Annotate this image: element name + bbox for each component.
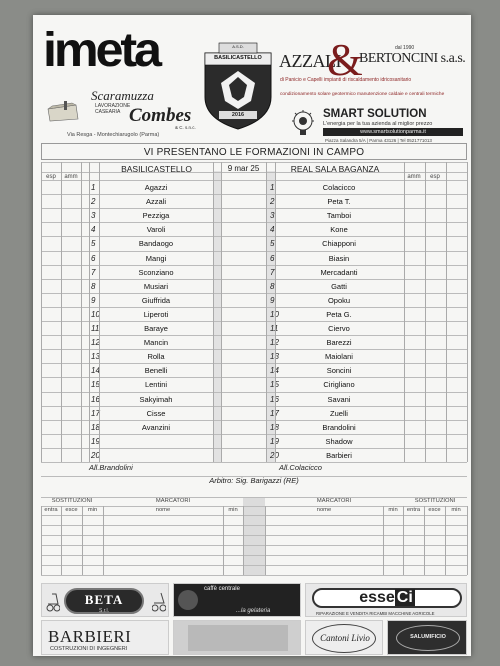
home-shirt-number: 6 xyxy=(91,253,96,263)
grid-column-line xyxy=(266,162,267,462)
table-line xyxy=(61,506,62,575)
away-shirt-number: 16 xyxy=(270,394,279,404)
home-team-name: BASILICASTELLO xyxy=(121,164,192,174)
grid-column-line xyxy=(89,162,90,462)
smart-solution-title: SMART SOLUTION xyxy=(323,108,427,120)
scooter-icon xyxy=(46,588,60,614)
sponsor-footer xyxy=(41,583,467,655)
crest-top: A.S.D. xyxy=(232,44,244,49)
home-coach: All.Brandolini xyxy=(89,463,133,472)
away-shirt-number: 9 xyxy=(270,295,275,305)
caffe-title: caffè centrale xyxy=(204,586,240,592)
caffe-centrale-ad xyxy=(173,583,301,617)
away-player-name: Tamboi xyxy=(326,211,352,221)
home-player-name: Varoli xyxy=(146,225,166,235)
away-team-name: REAL SALA BAGANZA xyxy=(290,164,380,174)
page-title: VI PRESENTANO LE FORMAZIONI IN CAMPO xyxy=(41,143,467,160)
away-shirt-number: 7 xyxy=(270,267,275,277)
scaramuzza-logo: Scaramuzza xyxy=(91,88,154,103)
bertoncini-logo: BERTONCINI s.a.s. xyxy=(359,51,466,66)
home-esp-header: esp xyxy=(46,174,56,180)
table-line xyxy=(41,575,467,576)
away-shirt-number: 11 xyxy=(270,324,279,333)
table-line xyxy=(265,506,266,575)
essegi-ad xyxy=(305,583,467,617)
home-player-name: Mangi xyxy=(145,253,167,263)
home-subs-header: SOSTITUZIONI xyxy=(51,498,93,504)
lineup-table xyxy=(41,162,467,486)
home-player-name: Agazzi xyxy=(144,183,168,192)
home-shirt-number: 8 xyxy=(91,281,96,291)
combes-suffix: & C. s.n.c. xyxy=(175,125,196,130)
home-player-name: Azzali xyxy=(145,197,166,207)
essegi-logo-c: Ci xyxy=(396,589,413,606)
away-player-name: Kone xyxy=(330,225,348,235)
table-line xyxy=(383,506,384,575)
away-shirt-number: 18 xyxy=(270,422,279,432)
home-scorer-min-header: min xyxy=(228,507,238,513)
away-player-name: Soncini xyxy=(326,366,352,376)
lavorazione-label: LAVORAZIONE CASEARIA xyxy=(95,103,131,115)
grid-column-line xyxy=(425,162,426,462)
home-shirt-number: 11 xyxy=(91,324,100,333)
home-player-name: Cisse xyxy=(146,408,166,418)
home-player-name: Baraye xyxy=(144,324,168,333)
away-player-name: Ciervo xyxy=(328,324,350,333)
combes-logo: Combes xyxy=(129,105,192,126)
caffe-logo-icon xyxy=(178,590,198,610)
grid-column-line xyxy=(61,162,62,462)
home-shirt-number: 16 xyxy=(91,394,100,404)
referee: Arbitro: Sig. Barigazzi (RE) xyxy=(209,476,299,485)
crest-year: 2016 xyxy=(231,112,245,118)
home-shirt-number: 7 xyxy=(91,267,96,277)
away-player-name: Colacicco xyxy=(322,183,356,192)
home-entra-header: entra xyxy=(44,507,58,513)
cheese-icon xyxy=(46,101,80,123)
table-line xyxy=(41,497,467,498)
away-min-header: min xyxy=(451,507,461,513)
grid-column-line xyxy=(81,162,82,462)
home-player-name: Avanzini xyxy=(141,422,171,432)
smart-solution-tagline: L'energia per la tua azienda al miglior prezzo xyxy=(323,121,433,127)
smart-solution-website: www.smartsolutionparma.it xyxy=(323,128,463,136)
away-esce-header: esce xyxy=(428,507,441,513)
table-line xyxy=(403,506,404,575)
home-nome-header: nome xyxy=(155,507,171,513)
beta-logo: BETA xyxy=(84,592,124,607)
gelateria-text: ...la gelateria xyxy=(236,608,271,614)
home-player-name: Pezziga xyxy=(142,211,170,221)
divider-band xyxy=(243,497,265,575)
match-date: 9 mar 25 xyxy=(227,164,260,173)
table-line xyxy=(424,506,425,575)
away-player-name: Cirigliano xyxy=(323,380,355,390)
home-shirt-number: 20 xyxy=(91,450,100,460)
home-player-name: Mancin xyxy=(143,338,169,348)
away-player-name: Mercadanti xyxy=(320,267,358,277)
away-esp-header: esp xyxy=(430,174,440,180)
away-player-name: Brandolini xyxy=(322,422,356,432)
away-nome-header: nome xyxy=(316,507,332,513)
home-player-name: Lentini xyxy=(144,380,168,390)
away-amm-header: amm xyxy=(407,174,421,180)
home-esce-header: esce xyxy=(65,507,78,513)
lineup-sheet xyxy=(33,15,471,656)
home-amm-header: amm xyxy=(64,174,78,180)
grid-column-line xyxy=(404,162,405,462)
home-shirt-number: 17 xyxy=(91,408,100,418)
sponsor-header xyxy=(33,15,471,143)
barbieri-sub: COSTRUZIONI DI INGEGNERI xyxy=(50,646,128,652)
away-shirt-number: 19 xyxy=(270,436,279,446)
away-player-name: Zuelli xyxy=(330,408,348,418)
grid-column-line xyxy=(41,162,42,462)
salumificio-logo: SALUMIFICIO xyxy=(410,634,446,640)
table-line xyxy=(243,506,244,575)
away-player-name: Barbieri xyxy=(326,450,352,460)
table-line xyxy=(82,506,83,575)
home-min-header: min xyxy=(87,507,98,513)
imeta-logo: imeta xyxy=(43,24,159,77)
cantoni-ad xyxy=(305,620,383,655)
home-shirt-number: 19 xyxy=(91,436,100,446)
away-shirt-number: 2 xyxy=(270,197,275,207)
away-entra-header: entra xyxy=(406,507,421,513)
azzali-subtitle-2: condizionamento solare geotermico manutenzione caldaie e centrali termiche xyxy=(280,92,445,97)
home-scorers-header: MARCATORI xyxy=(155,498,191,504)
grid-column-line xyxy=(221,162,222,462)
home-player-name: Giuffrida xyxy=(141,295,171,305)
away-player-name: Peta G. xyxy=(326,309,352,319)
vespa-icon xyxy=(152,588,166,614)
barbieri-ad xyxy=(41,620,169,655)
address-text: Via Resga - Montechiarugolo (Parma) xyxy=(67,132,160,138)
away-scorer-min-header: min xyxy=(388,507,398,513)
away-player-name: Peta T. xyxy=(327,197,351,207)
salumificio-ad xyxy=(387,620,467,655)
home-player-name: Liperoti xyxy=(143,309,169,319)
home-player-name: Sakyimah xyxy=(139,394,173,404)
home-shirt-number: 10 xyxy=(91,309,100,319)
grid-column-line xyxy=(467,162,468,462)
essegi-logo: esse xyxy=(359,589,395,606)
away-shirt-number: 10 xyxy=(270,309,279,319)
ad-photo-image xyxy=(188,625,288,651)
away-shirt-number: 17 xyxy=(270,408,279,418)
home-shirt-number: 4 xyxy=(91,225,96,235)
ampersand-logo: & xyxy=(327,34,363,85)
home-player-name: Benelli xyxy=(144,366,168,376)
table-line xyxy=(445,506,446,575)
grid-column-line xyxy=(446,162,447,462)
bulb-icon xyxy=(285,109,321,137)
beta-ad xyxy=(41,583,169,617)
away-shirt-number: 4 xyxy=(270,225,275,235)
barbieri-logo: BARBIERI xyxy=(48,627,132,646)
home-player-name: Sconziano xyxy=(138,267,174,277)
table-line xyxy=(223,506,224,575)
away-shirt-number: 15 xyxy=(270,380,279,390)
home-shirt-number: 14 xyxy=(91,366,100,376)
grid-column-line xyxy=(213,162,214,462)
crest-name: BASILICASTELLO xyxy=(214,55,262,61)
home-player-name: Musiari xyxy=(143,281,169,291)
away-shirt-number: 3 xyxy=(270,211,275,221)
home-shirt-number: 18 xyxy=(91,422,100,432)
away-player-name: Gatti xyxy=(331,281,347,291)
substitutions-scorers-table xyxy=(41,497,467,575)
away-shirt-number: 20 xyxy=(270,450,279,460)
table-line xyxy=(41,506,42,575)
away-player-name: Biasin xyxy=(328,253,350,263)
away-player-name: Barezzi xyxy=(326,338,352,348)
home-player-name: Bandaogo xyxy=(138,239,174,249)
away-shirt-number: 1 xyxy=(270,183,275,192)
azzali-logo: AZZALI xyxy=(279,51,341,71)
away-subs-header: SOSTITUZIONI xyxy=(414,498,456,504)
home-shirt-number: 5 xyxy=(91,239,96,249)
smart-solution-address: Piazza Salandra 5/A | Parma 43126 | Tel 0521771013 xyxy=(325,138,432,143)
away-scorers-header: MARCATORI xyxy=(316,498,352,504)
home-player-name: Rolla xyxy=(147,352,165,362)
photo-ad xyxy=(173,620,301,655)
cantoni-logo: Cantoni Livio xyxy=(320,633,370,643)
home-shirt-number: 1 xyxy=(91,183,96,192)
home-shirt-number: 9 xyxy=(91,295,96,305)
home-shirt-number: 2 xyxy=(91,197,96,207)
azzali-subtitle: di Panicio e Capelli impianti di riscaldamento idricosanitario xyxy=(280,77,412,83)
away-player-name: Savani xyxy=(327,394,351,404)
away-shirt-number: 5 xyxy=(270,239,275,249)
home-shirt-number: 12 xyxy=(91,338,100,348)
away-player-name: Opoku xyxy=(327,295,351,305)
away-player-name: Shadow xyxy=(325,436,353,446)
away-shirt-number: 12 xyxy=(270,338,279,348)
table-line xyxy=(467,506,468,575)
home-shirt-number: 13 xyxy=(91,352,100,362)
grid-column-line xyxy=(275,162,276,462)
beta-sub: S.r.l. xyxy=(99,608,110,614)
since-label: dal 1990 xyxy=(395,45,415,51)
away-shirt-number: 14 xyxy=(270,366,279,376)
away-player-name: Chiapponi xyxy=(322,239,356,249)
essegi-sub: RIPARAZIONE E VENDITA RICAMBI MACCHINE AGRICOLE xyxy=(316,611,435,616)
away-shirt-number: 13 xyxy=(270,352,279,362)
away-shirt-number: 6 xyxy=(270,253,275,263)
table-line xyxy=(103,506,104,575)
home-shirt-number: 15 xyxy=(91,380,100,390)
home-shirt-number: 3 xyxy=(91,211,96,221)
away-coach: All.Colacicco xyxy=(279,463,322,472)
away-shirt-number: 8 xyxy=(270,281,275,291)
away-player-name: Maiolani xyxy=(325,352,353,362)
grid-column-line xyxy=(99,162,100,462)
